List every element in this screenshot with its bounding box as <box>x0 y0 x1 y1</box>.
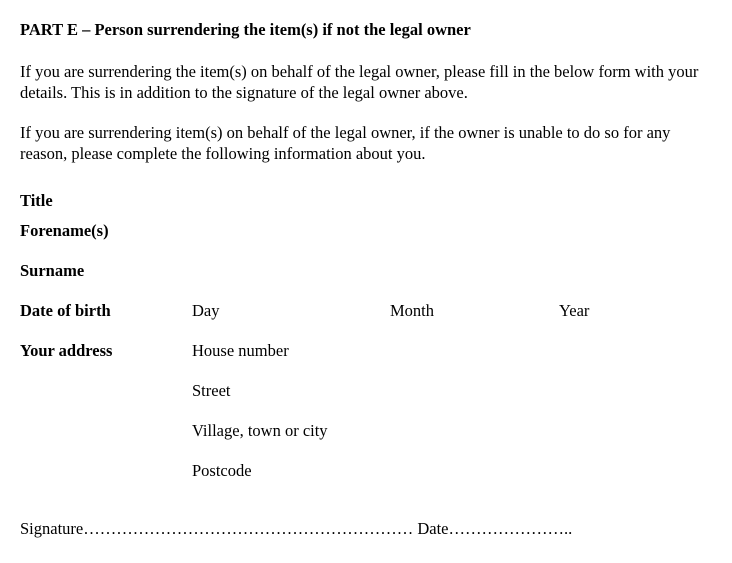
address-label: Your address <box>20 341 113 360</box>
dob-year-label: Year <box>559 301 590 320</box>
street-label: Street <box>192 381 231 400</box>
surname-label: Surname <box>20 261 85 280</box>
section-heading: PART E – Person surrendering the item(s) if not the legal owner <box>20 20 471 39</box>
house-number-label: House number <box>192 341 289 360</box>
title-label: Title <box>20 191 53 210</box>
date-of-birth-label: Date of birth <box>20 301 111 320</box>
village-town-city-label: Village, town or city <box>192 421 328 440</box>
dob-day-label: Day <box>192 301 220 320</box>
forenames-label: Forename(s) <box>20 221 109 240</box>
dob-month-label: Month <box>390 301 435 320</box>
instruction-paragraph-2: If you are surrendering item(s) on behalf of the legal owner, if the owner is unable to do so for any reason, please complete the following information about you. <box>20 123 671 163</box>
postcode-label: Postcode <box>192 461 252 480</box>
instruction-paragraph-1: If you are surrendering the item(s) on behalf of the legal owner, please fill in the below form with your details. This is in addition to the signature of the legal owner above. <box>20 62 699 102</box>
signature-date-line: Signature…………………………………………………… Date………………….. <box>20 519 573 538</box>
